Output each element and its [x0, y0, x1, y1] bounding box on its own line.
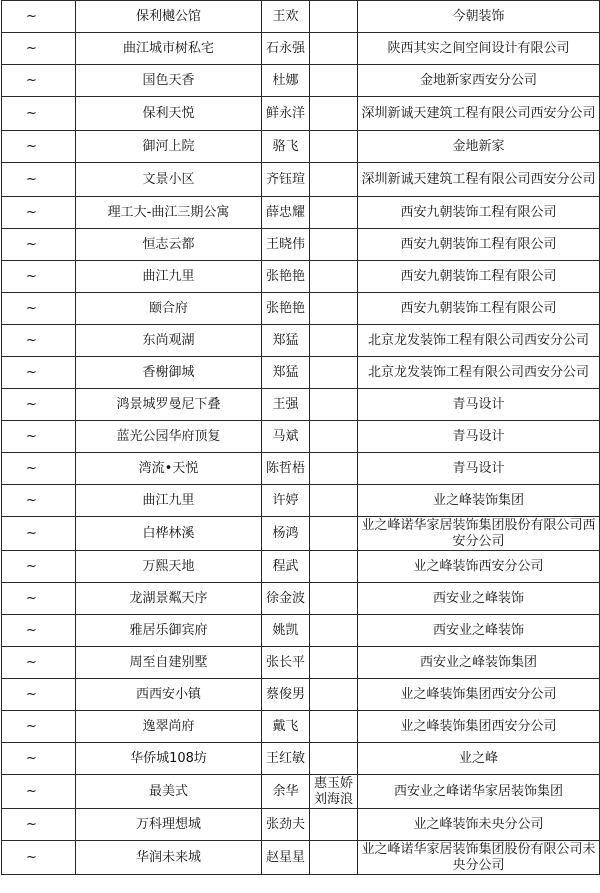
project-name-cell: 逸翠尚府 [76, 711, 262, 743]
table-row [2, 583, 600, 615]
extra-names-cell [310, 229, 358, 261]
designer-name-cell: 陈哲梧 [262, 453, 310, 485]
project-name-cell: 颐合府 [76, 293, 262, 325]
table-row [2, 229, 600, 261]
row-marker: ~ [2, 647, 76, 679]
table-row [2, 33, 600, 65]
project-name-cell: 龙湖景粼天序 [76, 583, 262, 615]
project-name-cell: 蓝光公园华府顶复 [76, 421, 262, 453]
row-marker: ~ [2, 1, 76, 33]
table-row [2, 743, 600, 775]
company-name-cell: 业之峰装饰集团西安分公司 [358, 711, 600, 743]
table-row [2, 163, 600, 197]
project-name-cell: 文景小区 [76, 163, 262, 197]
extra-names-cell [310, 261, 358, 293]
extra-names-cell [310, 679, 358, 711]
designer-name-cell: 骆飞 [262, 131, 310, 163]
designer-name-cell: 徐金波 [262, 583, 310, 615]
company-name-cell: 陕西其实之间空间设计有限公司 [358, 33, 600, 65]
table-row [2, 841, 600, 875]
extra-names-cell [310, 551, 358, 583]
project-name-cell: 香榭御城 [76, 357, 262, 389]
table-row [2, 293, 600, 325]
designer-name-cell: 张艳艳 [262, 293, 310, 325]
project-name-cell: 保利天悦 [76, 97, 262, 131]
extra-names-cell [310, 647, 358, 679]
extra-names-cell [310, 325, 358, 357]
table-row [2, 551, 600, 583]
company-name-cell: 业之峰 [358, 743, 600, 775]
extra-names-cell: 惠玉娇 刘海浪 [310, 775, 358, 809]
row-marker: ~ [2, 615, 76, 647]
project-name-cell: 鸿景城罗曼尼下叠 [76, 389, 262, 421]
project-name-cell: 恒志云都 [76, 229, 262, 261]
company-name-cell: 西安业之峰诺华家居装饰集团 [358, 775, 600, 809]
extra-names-cell [310, 615, 358, 647]
designer-name-cell: 杨鸿 [262, 517, 310, 551]
row-marker: ~ [2, 229, 76, 261]
row-marker: ~ [2, 65, 76, 97]
designer-name-cell: 姚凯 [262, 615, 310, 647]
table-row [2, 421, 600, 453]
row-marker: ~ [2, 357, 76, 389]
project-name-cell: 白桦林溪 [76, 517, 262, 551]
project-name-cell: 华侨城108坊 [76, 743, 262, 775]
row-marker: ~ [2, 711, 76, 743]
extra-names-cell [310, 293, 358, 325]
row-marker: ~ [2, 453, 76, 485]
company-name-cell: 西安九朝装饰工程有限公司 [358, 229, 600, 261]
extra-names-cell [310, 809, 358, 841]
company-name-cell: 业之峰装饰西安分公司 [358, 551, 600, 583]
row-marker: ~ [2, 485, 76, 517]
project-name-cell: 万熙天地 [76, 551, 262, 583]
table-row [2, 131, 600, 163]
extra-names-cell [310, 583, 358, 615]
row-marker: ~ [2, 197, 76, 229]
table-row [2, 679, 600, 711]
designer-name-cell: 蔡俊男 [262, 679, 310, 711]
table-row [2, 357, 600, 389]
company-name-cell: 西安业之峰装饰 [358, 583, 600, 615]
company-name-cell: 金地新家 [358, 131, 600, 163]
row-marker: ~ [2, 775, 76, 809]
extra-names-cell [310, 131, 358, 163]
designer-name-cell: 张劲夫 [262, 809, 310, 841]
table-row [2, 1, 600, 33]
designer-name-cell: 马斌 [262, 421, 310, 453]
extra-names-cell [310, 421, 358, 453]
table-row [2, 453, 600, 485]
extra-names-cell [310, 97, 358, 131]
extra-names-cell [310, 197, 358, 229]
row-marker: ~ [2, 841, 76, 875]
extra-names-cell [310, 841, 358, 875]
table-row [2, 615, 600, 647]
company-name-cell: 深圳新诚天建筑工程有限公司西安分公司 [358, 97, 600, 131]
extra-names-cell [310, 389, 358, 421]
extra-names-cell [310, 743, 358, 775]
designer-name-cell: 许婷 [262, 485, 310, 517]
row-marker: ~ [2, 33, 76, 65]
table-row [2, 261, 600, 293]
project-name-cell: 东尚观湖 [76, 325, 262, 357]
company-name-cell: 业之峰诺华家居装饰集团股份有限公司西安分公司 [358, 517, 600, 551]
project-name-cell: 曲江九里 [76, 485, 262, 517]
project-name-cell: 国色天香 [76, 65, 262, 97]
extra-names-cell [310, 485, 358, 517]
designer-name-cell: 王晓伟 [262, 229, 310, 261]
extra-names-cell [310, 1, 358, 33]
project-name-cell: 万科理想城 [76, 809, 262, 841]
project-name-cell: 理工大-曲江三期公寓 [76, 197, 262, 229]
designer-name-cell: 薛忠耀 [262, 197, 310, 229]
project-name-cell: 最美式 [76, 775, 262, 809]
row-marker: ~ [2, 809, 76, 841]
row-marker: ~ [2, 551, 76, 583]
table-row [2, 517, 600, 551]
company-name-cell: 深圳新诚天建筑工程有限公司西安分公司 [358, 163, 600, 197]
company-name-cell: 北京龙发装饰工程有限公司西安分公司 [358, 357, 600, 389]
row-marker: ~ [2, 293, 76, 325]
extra-names-cell [310, 453, 358, 485]
row-marker: ~ [2, 97, 76, 131]
extra-names-cell [310, 711, 358, 743]
table-row [2, 485, 600, 517]
company-name-cell: 业之峰诺华家居装饰集团股份有限公司未央分公司 [358, 841, 600, 875]
table-row [2, 65, 600, 97]
table-row [2, 197, 600, 229]
project-designer-table [1, 0, 600, 875]
designer-name-cell: 张艳艳 [262, 261, 310, 293]
designer-name-cell: 齐钰瑄 [262, 163, 310, 197]
row-marker: ~ [2, 131, 76, 163]
company-name-cell: 西安九朝装饰工程有限公司 [358, 293, 600, 325]
company-name-cell: 北京龙发装饰工程有限公司西安分公司 [358, 325, 600, 357]
designer-name-cell: 王红敏 [262, 743, 310, 775]
company-name-cell: 业之峰装饰未央分公司 [358, 809, 600, 841]
row-marker: ~ [2, 389, 76, 421]
table-row [2, 97, 600, 131]
designer-name-cell: 戴飞 [262, 711, 310, 743]
row-marker: ~ [2, 421, 76, 453]
designer-name-cell: 赵星星 [262, 841, 310, 875]
row-marker: ~ [2, 163, 76, 197]
table-body [2, 1, 600, 875]
company-name-cell: 西安九朝装饰工程有限公司 [358, 261, 600, 293]
table-row [2, 389, 600, 421]
designer-name-cell: 张长平 [262, 647, 310, 679]
table-row [2, 809, 600, 841]
company-name-cell: 青马设计 [358, 389, 600, 421]
row-marker: ~ [2, 517, 76, 551]
table-row [2, 325, 600, 357]
designer-name-cell: 王强 [262, 389, 310, 421]
project-name-cell: 周至自建别墅 [76, 647, 262, 679]
project-name-cell: 雅居乐御宾府 [76, 615, 262, 647]
company-name-cell: 业之峰装饰集团西安分公司 [358, 679, 600, 711]
row-marker: ~ [2, 743, 76, 775]
designer-name-cell: 郑猛 [262, 357, 310, 389]
project-name-cell: 保利樾公馆 [76, 1, 262, 33]
designer-name-cell: 王欢 [262, 1, 310, 33]
designer-name-cell: 杜娜 [262, 65, 310, 97]
company-name-cell: 金地新家西安分公司 [358, 65, 600, 97]
project-name-cell: 曲江城市树私宅 [76, 33, 262, 65]
extra-names-cell [310, 65, 358, 97]
extra-names-cell [310, 357, 358, 389]
designer-name-cell: 余华 [262, 775, 310, 809]
row-marker: ~ [2, 679, 76, 711]
extra-names-cell [310, 33, 358, 65]
extra-names-cell [310, 163, 358, 197]
designer-name-cell: 郑猛 [262, 325, 310, 357]
project-name-cell: 御河上院 [76, 131, 262, 163]
company-name-cell: 青马设计 [358, 421, 600, 453]
company-name-cell: 青马设计 [358, 453, 600, 485]
table-row [2, 711, 600, 743]
row-marker: ~ [2, 261, 76, 293]
company-name-cell: 今朝装饰 [358, 1, 600, 33]
company-name-cell: 业之峰装饰集团 [358, 485, 600, 517]
project-name-cell: 曲江九里 [76, 261, 262, 293]
designer-name-cell: 鲜永洋 [262, 97, 310, 131]
row-marker: ~ [2, 583, 76, 615]
project-name-cell: 西西安小镇 [76, 679, 262, 711]
extra-names-cell [310, 517, 358, 551]
designer-name-cell: 程武 [262, 551, 310, 583]
project-name-cell: 湾流•天悦 [76, 453, 262, 485]
company-name-cell: 西安九朝装饰工程有限公司 [358, 197, 600, 229]
table-row [2, 775, 600, 809]
company-name-cell: 西安业之峰装饰 [358, 615, 600, 647]
row-marker: ~ [2, 325, 76, 357]
project-name-cell: 华润未来城 [76, 841, 262, 875]
company-name-cell: 西安业之峰装饰集团 [358, 647, 600, 679]
table-row [2, 647, 600, 679]
designer-name-cell: 石永强 [262, 33, 310, 65]
